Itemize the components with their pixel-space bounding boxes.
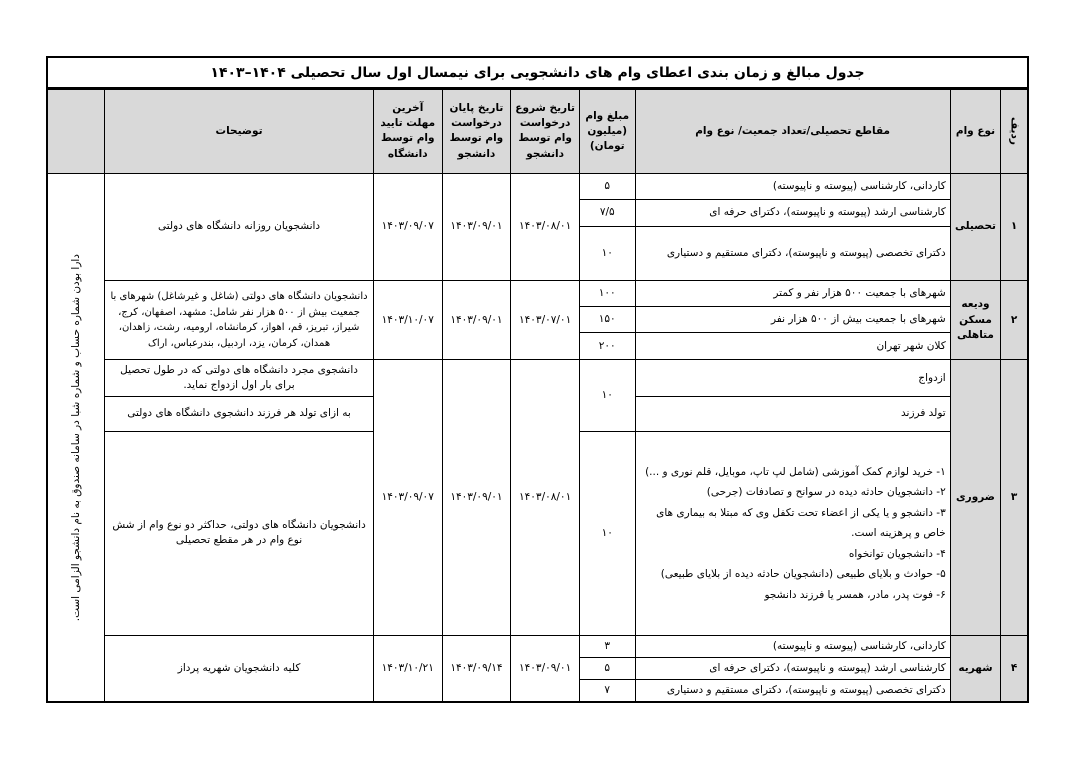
header-amount: مبلغ وام (میلیون تومان) (579, 89, 635, 173)
header-grade: مقاطع تحصیلی/تعداد جمعیت/ نوع وام (635, 89, 950, 173)
side-note-cell (47, 173, 105, 702)
grade-cell: شهرهای با جمعیت بیش از ۵۰۰ هزار نفر (635, 307, 950, 333)
note-cell: دانشجویان دانشگاه های دولتی، حداکثر دو نوع وام از شش نوع وام در هر مقطع تحصیلی (105, 431, 374, 636)
grade-cell: تولد فرزند (635, 397, 950, 431)
grade-cell: کاردانی، کارشناسی (پیوسته و ناپیوسته) (635, 173, 950, 199)
side-note-text: دارا بودن شماره حساب و شماره شبا در سامانه صندوق به نام دانشجو الزامی است. (69, 253, 82, 622)
start-date: ۱۴۰۳/۰۸/۰۱ (511, 173, 580, 280)
row-number: ۳ (1001, 360, 1028, 636)
table-row (47, 636, 1028, 658)
list-item: ۴- دانشجویان توانخواه (848, 547, 946, 560)
note-cell: دانشجوی مجرد دانشگاه های دولتی که در طول تحصیل برای بار اول ازدواج نماید. (105, 360, 374, 397)
table-row (47, 281, 1028, 307)
emergency-list-cell (635, 431, 950, 636)
table-row (47, 360, 1028, 397)
list-item: ۱- خرید لوازم کمک آموزشی (شامل لپ تاپ، موبایل، قلم نوری و ...) (645, 465, 946, 478)
amount-cell: ۱۵۰ (579, 307, 635, 333)
end-date: ۱۴۰۳/۰۹/۰۱ (442, 173, 511, 280)
grade-cell: کاردانی، کارشناسی (پیوسته و ناپیوسته) (635, 636, 950, 658)
end-date: ۱۴۰۳/۰۹/۱۴ (442, 636, 511, 702)
end-date: ۱۴۰۳/۰۹/۰۱ (442, 360, 511, 636)
header-row-no: ردیف (1001, 89, 1028, 173)
header-deadline: آخرین مهلت تایید وام توسط دانشگاه (373, 89, 442, 173)
note-cell: کلیه دانشجویان شهریه پرداز (105, 636, 374, 702)
loan-type: تحصیلی (950, 173, 1001, 280)
header-loan-type: نوع وام (950, 89, 1001, 173)
deadline-date: ۱۴۰۳/۱۰/۰۷ (373, 281, 442, 360)
grade-cell: شهرهای با جمعیت ۵۰۰ هزار نفر و کمتر (635, 281, 950, 307)
deadline-date: ۱۴۰۳/۰۹/۰۷ (373, 360, 442, 636)
list-item: ۳- دانشجو و یا یکی از اعضاء تحت تکفل وی که مبتلا به بیماری های خاص و پرهزینه است. (656, 506, 946, 540)
amount-cell: ۵ (579, 173, 635, 199)
header-side (47, 89, 105, 173)
loan-type: شهریه (950, 636, 1001, 702)
header-start-date: تاریخ شروع درخواست وام توسط دانشجو (511, 89, 580, 173)
grade-cell: ازدواج (635, 360, 950, 397)
start-date: ۱۴۰۳/۰۸/۰۱ (511, 360, 580, 636)
list-item: ۵- حوادث و بلایای طبیعی (دانشجویان حادثه دیده از بلایای طبیعی) (660, 568, 946, 581)
table-row (47, 173, 1028, 199)
row-number: ۴ (1001, 636, 1028, 702)
document-title: جدول مبالغ و زمان بندی اعطای وام های دانشجویی برای نیمسال اول سال تحصیلی ۱۴۰۴–۱۴۰۳ (46, 56, 1029, 89)
note-cell: به ازای تولد هر فرزند دانشجوی دانشگاه های دولتی (105, 397, 374, 431)
loan-type: ضروری (950, 360, 1001, 636)
amount-cell: ۵ (579, 658, 635, 680)
note-cell: دانشجویان روزانه دانشگاه های دولتی (105, 173, 374, 280)
grade-cell: کلان شهر تهران (635, 333, 950, 360)
loan-schedule-table (46, 88, 1029, 703)
amount-cell: ۱۰۰ (579, 281, 635, 307)
start-date: ۱۴۰۳/۰۹/۰۱ (511, 636, 580, 702)
list-item: ۶- فوت پدر، مادر، همسر یا فرزند دانشجو (764, 588, 946, 601)
note-cell: دانشجویان دانشگاه های دولتی (شاغل و غیرشاغل) شهرهای با جمعیت بیش از ۵۰۰ هزار نفر شامل: مشهد، اصفهان، کرج، شیراز، تبریز، قم، اهواز، کرمانشاه، ارومیه، رشت، زاهدان، همدان، کرمان، یزد، اردبیل، بندرعباس، اراک (105, 281, 374, 360)
header-end-date: تاریخ پایان درخواست وام توسط دانشجو (442, 89, 511, 173)
list-item: ۲- دانشجویان حادثه دیده در سوانح و تصادفات (جرحی) (706, 486, 946, 499)
amount-cell: ۱۰ (579, 226, 635, 280)
grade-cell: دکترای تخصصی (پیوسته و ناپیوسته)، دکترای مستقیم و دستیاری (635, 226, 950, 280)
amount-cell: ۱۰ (579, 431, 635, 636)
deadline-date: ۱۴۰۳/۰۹/۰۷ (373, 173, 442, 280)
loan-type: ودیعه مسکن متاهلی (950, 281, 1001, 360)
row-number: ۲ (1001, 281, 1028, 360)
amount-cell: ۷ (579, 680, 635, 702)
grade-cell: کارشناسی ارشد (پیوسته و ناپیوسته)، دکترای حرفه ای (635, 658, 950, 680)
deadline-date: ۱۴۰۳/۱۰/۲۱ (373, 636, 442, 702)
amount-cell: ۷/۵ (579, 199, 635, 226)
amount-cell: ۱۰ (579, 360, 635, 431)
start-date: ۱۴۰۳/۰۷/۰۱ (511, 281, 580, 360)
grade-cell: کارشناسی ارشد (پیوسته و ناپیوسته)، دکترای حرفه ای (635, 199, 950, 226)
header-row (47, 89, 1028, 173)
grade-cell: دکترای تخصصی (پیوسته و ناپیوسته)، دکترای مستقیم و دستیاری (635, 680, 950, 702)
amount-cell: ۲۰۰ (579, 333, 635, 360)
amount-cell: ۳ (579, 636, 635, 658)
row-number: ۱ (1001, 173, 1028, 280)
header-notes: توضیحات (105, 89, 374, 173)
loan-schedule-sheet (46, 56, 1031, 703)
end-date: ۱۴۰۳/۰۹/۰۱ (442, 281, 511, 360)
